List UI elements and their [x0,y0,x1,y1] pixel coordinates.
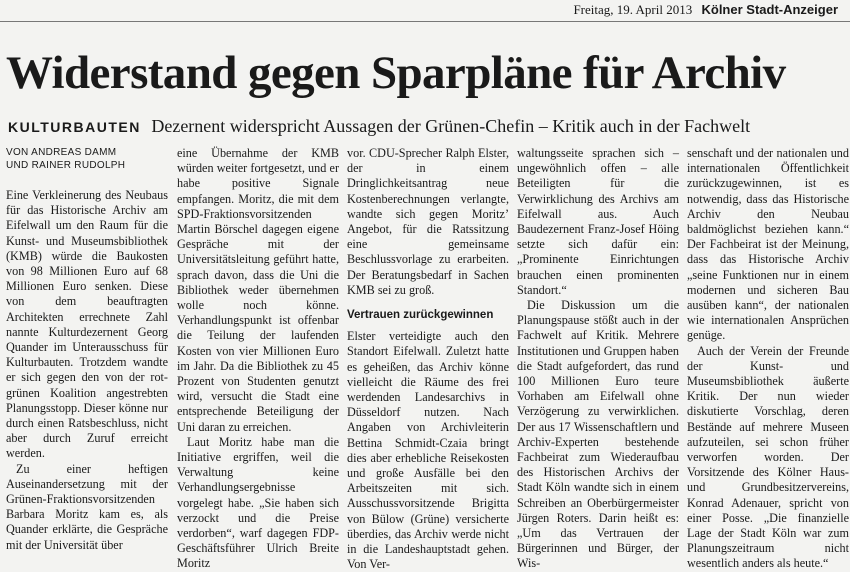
newspaper-name: Kölner Stadt-Anzeiger [701,2,838,17]
paragraph: Zu einer heftigen Auseinandersetzung mit der Grünen-Fraktionsvorsitzenden Barbara Moritz kam es, als Quander erklärte, die Gespräche mit der Universität über [6,461,168,552]
paragraph: waltungsseite sprachen sich – ungewöhnlich offen – alle Beteiligten für die Verwirklichung des Archivs am Eifelwall aus. Auch Baudezernent Franz-Josef Höing setzte sich dafür ein: „Prominente Einrichtungen brauchen einen prominenten Standort.“ [517,146,679,297]
paragraph: eine Übernahme der KMB würden weiter fortgesetzt, und er habe positive Signale empfangen. Moritz, die mit dem SPD-Fraktionsvorsitzenden Martin Börschel dagegen eigene Gespräche mit der Universitätsleitung geführt hatte, sprach davon, dass die Uni die Bibliothek weder übernehmen wolle noch könne. Verhandlungspunkt ist offenbar die Teilung der laufenden Kosten von vier Millionen Euro im Jahr. Da die Bibliothek zu 45 Prozent von Studenten genutzt wird, versucht die Stadt eine entsprechende Beteiligung der Uni daran zu erreichen. [177,146,339,434]
article-column-2 [177,146,339,572]
byline [6,146,168,172]
byline-line-1: VON ANDREAS DAMM [6,147,117,158]
paragraph: senschaft und der nationalen und internationalen Öffentlichkeit zurückzugewinnen, ist es notwendig, dass das Historische Archiv den Neubau baldmöglichst beziehen kann.“ Der Fachbeirat ist der Meinung, dass das Historische Archiv „seine Funktionen nur in einem modernen und sicheren Bau ausüben kann“, der nationalen wie internationalen Ansprüchen genüge. [687,146,849,343]
headline: Widerstand gegen Sparpläne für Archiv [6,47,786,99]
paragraph: Auch der Verein der Freunde der Kunst- und Museumsbibliothek äußerte Kritik. Der nun wieder diskutierte Vorschlag, deren Bestände auf mehrere Museen aufzuteilen, sei schon früher verworfen worden. Der Vorsitzende des Kölner Haus- und Grundbesitzervereins, Konrad Adenauer, spricht von einer Posse. „Die finanzielle Lage der Stadt Köln war zum Planungszeitraum nicht wesentlich anders als heute.“ [687,343,849,571]
paragraph: Laut Moritz habe man die Initiative ergriffen, weil die Verwaltung keine Verhandlungsergebnisse vorgelegt habe. „Sie haben sich verzockt und die Preise verdorben“, warf dagegen FDP-Geschäftsführer Ulrich Breite Moritz [177,434,339,571]
article-column-5 [687,146,849,572]
subheadline-text: Dezernent widerspricht Aussagen der Grünen-Chefin – Kritik auch in der Fachwelt [151,116,751,136]
subheadline [8,117,750,135]
article-column-4 [517,146,679,572]
section-kicker: KULTURBAUTEN [8,119,141,135]
byline-line-2: UND RAINER RUDOLPH [6,160,126,171]
paragraph: Elster verteidigte auch den Standort Eifelwall. Zuletzt hatte es geheißen, das Archiv könne vielleicht die Räume des frei werdenden Landesarchivs in Düsseldorf nutzen. Nach Angaben von Archivleiterin Bettina Schmidt-Czaia bringt dies aber erhebliche Reisekosten und große Ausfälle bei den Arbeitszeiten mit sich. Ausschussvorsitzende Brigitta von Bülow (Grüne) versicherte überdies, das Archiv werde nicht in die Landeshauptstadt gehen. Von Ver- [347,329,509,572]
paragraph: Die Diskussion um die Planungspause stößt auch in der Fachwelt auf Kritik. Mehrere Institutionen und Gruppen haben die Stadt aufgefordert, das rund 100 Millionen Euro teure Vorhaben am Eifelwall ohne Verzögerung zu verwirklichen. Der aus 17 Wissenschaftlern und Archiv-Experten bestehende Fachbeirat zum Wiederaufbau des Historischen Archivs der Stadt Köln wandte sich in einem Schreiben an Oberbürgermeister Jürgen Roters. Darin heißt es: „Um das Vertrauen der Bürgerinnen und Bürger, der Wis- [517,298,679,571]
header-rule [0,21,850,22]
intermediate-heading: Vertrauen zurückgewinnen [347,309,494,322]
article-column-3 [347,146,509,572]
paragraph: Eine Verkleinerung des Neubaus für das Historische Archiv am Eifelwall um den Raum für die Kunst- und Museumsbibliothek (KMB) würde die Baukosten von 98 Millionen Euro auf 68 Millionen Euro senken. Diese von dem beauftragten Architekten errechnete Zahl nannte Kulturdezernent Georg Quander im Unterausschuss für Kulturbauten. Trotzdem wandte er sich gegen den von der rot-grünen Koalition angestrebten Planungsstopp. Dieser könne nur durch einen Ratsbeschluss, nicht aber durch Zuruf erreicht werden. [6,188,168,461]
paragraph: vor. CDU-Sprecher Ralph Elster, der in einem Dringlichkeitsantrag neue Kostenberechnungen verlangte, wandte sich gegen Moritz’ Angebot, für die Ratssitzung eine gemeinsame Beschlussvorlage zu erarbeiten. Der Beratungsbedarf in Sachen KMB sei zu groß. [347,146,509,297]
page-header [573,2,838,18]
article-column-1 [6,146,168,553]
issue-date: Freitag, 19. April 2013 [573,2,693,17]
